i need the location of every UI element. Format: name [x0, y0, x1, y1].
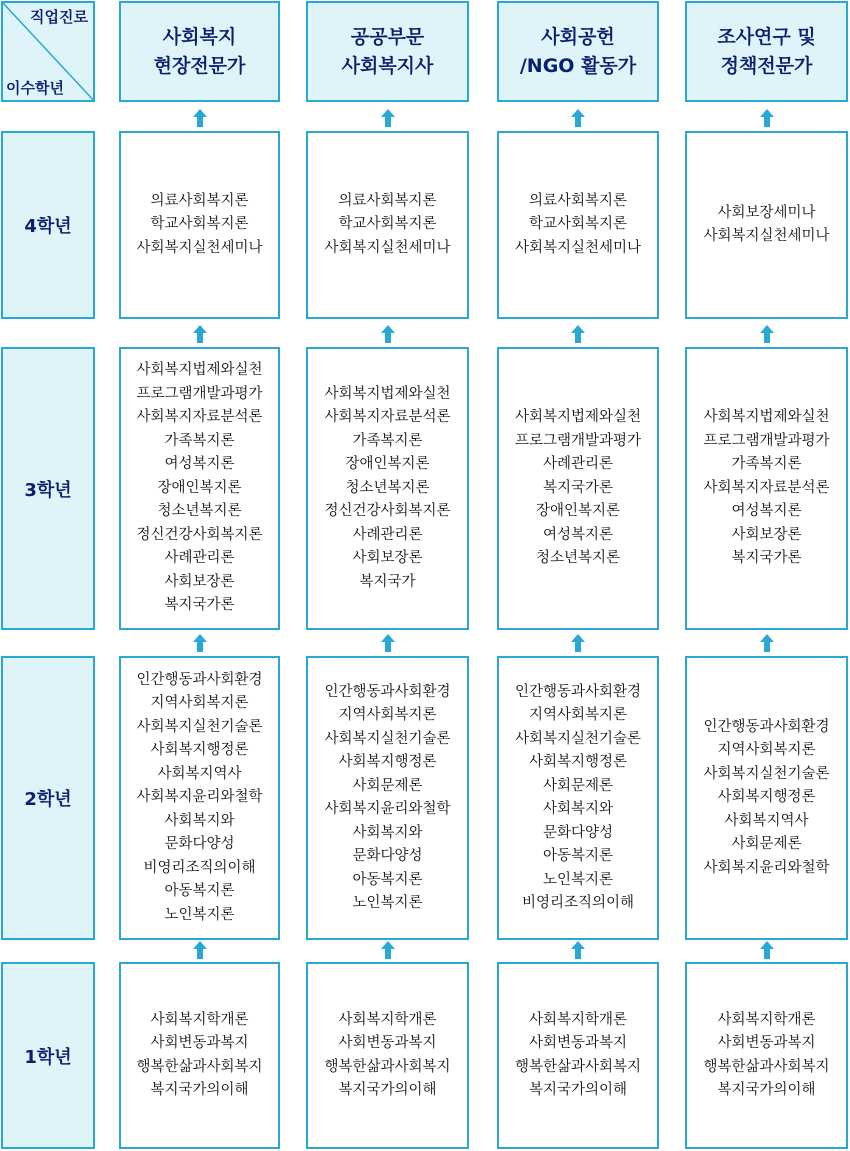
course-item: 가족복지론 — [352, 432, 423, 449]
course-item: 복지국가론 — [164, 597, 235, 614]
course-item: 행복한삶과사회복지 — [136, 1058, 263, 1075]
course-item: 인간행동과사회환경 — [136, 671, 263, 688]
course-item: 사회복지실천기술론 — [514, 730, 642, 747]
course-item: 사회변동과복지 — [150, 1035, 249, 1051]
course-item: 행복한삶과사회복지 — [324, 1058, 451, 1075]
up-arrow-icon — [193, 325, 207, 343]
course-item: 프로그램개발과평가 — [514, 432, 642, 449]
course-item: 사회복지실천세미나 — [136, 239, 263, 256]
course-item: 사회복지역사 — [157, 765, 242, 782]
course-item: 여성복지론 — [542, 526, 614, 543]
course-item: 사회복지행정론 — [528, 754, 628, 770]
course-item: 학교사회복지론 — [150, 216, 249, 233]
up-arrow-icon — [571, 941, 585, 959]
course-item: 복지국가론 — [731, 550, 802, 567]
course-item: 행복한삶과사회복지 — [514, 1058, 642, 1075]
course-item: 사회복지법제와실천 — [324, 385, 451, 402]
course-item: 정신건강사회복지론 — [324, 503, 451, 520]
column-header-line-2: 사회복지사 — [341, 54, 434, 77]
course-item: 사회복지윤리와철학 — [136, 789, 263, 806]
course-item: 사회복지실천세미나 — [703, 228, 830, 244]
course-cell-year-2-ngo-activist — [497, 656, 659, 940]
course-item: 지역사회복지론 — [717, 742, 816, 759]
course-item: 복지국가의이해 — [338, 1082, 437, 1098]
course-cell-year-3-research-policy — [685, 347, 848, 630]
up-arrow-icon — [760, 941, 774, 959]
course-item: 노인복지론 — [542, 871, 614, 888]
course-item: 사회복지자료분석론 — [703, 479, 830, 496]
course-item: 프로그램개발과평가 — [703, 432, 830, 449]
course-cell-year-4-research-policy — [685, 131, 848, 319]
year-label-year-4: 4학년 — [1, 131, 95, 319]
course-item: 사례관리론 — [352, 526, 423, 543]
course-item: 사회보장론 — [352, 550, 423, 567]
column-header-line-2: 현장전문가 — [153, 54, 246, 77]
course-item: 사회복지실천기술론 — [703, 765, 830, 782]
course-cell-year-3-public-sector — [306, 347, 469, 630]
up-arrow-icon — [193, 109, 207, 127]
course-item: 노인복지론 — [352, 895, 423, 911]
up-arrow-icon — [381, 325, 395, 343]
course-item: 사회복지윤리와철학 — [703, 859, 830, 876]
course-item: 장애인복지론 — [345, 456, 430, 473]
corner-header-cell — [1, 1, 95, 102]
course-item: 사례관리론 — [164, 550, 235, 567]
course-item: 가족복지론 — [164, 432, 235, 449]
up-arrow-icon — [571, 634, 585, 652]
course-item: 사회복지자료분석론 — [136, 409, 263, 426]
course-item: 복지국가론 — [542, 479, 614, 496]
course-item: 인간행동과사회환경 — [703, 718, 830, 735]
course-cell-year-4-ngo-activist — [497, 131, 659, 319]
course-item: 사회보장세미나 — [717, 204, 816, 221]
course-item: 사회변동과복지 — [338, 1035, 437, 1051]
course-item: 사회복지학개론 — [338, 1011, 437, 1028]
course-cell-year-3-ngo-activist — [497, 347, 659, 630]
course-item: 학교사회복지론 — [528, 216, 628, 233]
course-item: 사회복지학개론 — [528, 1011, 628, 1028]
course-item: 사회복지법제와실천 — [703, 409, 830, 426]
up-arrow-icon — [760, 325, 774, 343]
course-item: 인간행동과사회환경 — [324, 683, 451, 700]
course-item: 사회복지역사 — [724, 812, 809, 829]
course-item: 여성복지론 — [164, 456, 235, 473]
column-header-field-practitioner — [119, 1, 280, 102]
up-arrow-icon — [571, 109, 585, 127]
year-label-year-2: 2학년 — [1, 656, 95, 940]
course-cell-year-1-ngo-activist — [497, 962, 659, 1149]
course-cell-year-4-field-practitioner — [119, 131, 280, 319]
course-item: 복지국가의이해 — [528, 1082, 628, 1098]
course-item: 사회변동과복지 — [717, 1035, 816, 1051]
course-item: 사회복지행정론 — [717, 789, 816, 806]
course-item: 의료사회복지론 — [528, 192, 628, 209]
up-arrow-icon — [760, 634, 774, 652]
year-label-year-3: 3학년 — [1, 347, 95, 630]
column-header-line-2: /NGO 활동가 — [519, 54, 637, 77]
course-item: 아동복지론 — [542, 848, 614, 864]
column-header-line-1: 사회공헌 — [541, 25, 615, 48]
course-item: 지역사회복지론 — [338, 707, 437, 723]
column-header-public-sector — [306, 1, 469, 102]
course-item: 사회복지윤리와철학 — [324, 801, 451, 817]
course-item: 노인복지론 — [164, 906, 235, 923]
course-item: 비영리조직의이해 — [521, 895, 635, 911]
course-cell-year-2-research-policy — [685, 656, 848, 940]
year-label-year-1: 1학년 — [1, 962, 95, 1149]
course-item: 사회문제론 — [352, 777, 423, 794]
course-item: 사회복지와 — [352, 824, 423, 841]
course-item: 정신건강사회복지론 — [136, 526, 263, 543]
column-header-line-1: 사회복지 — [162, 25, 237, 48]
course-item: 장애인복지론 — [157, 479, 242, 496]
course-item: 비영리조직의이해 — [143, 859, 256, 876]
course-item: 아동복지론 — [352, 871, 423, 888]
up-arrow-icon — [571, 325, 585, 343]
course-item: 사례관리론 — [542, 456, 614, 473]
column-header-research-policy — [685, 1, 848, 102]
up-arrow-icon — [381, 109, 395, 127]
course-item: 지역사회복지론 — [528, 707, 628, 723]
course-item: 의료사회복지론 — [150, 192, 249, 209]
course-item: 가족복지론 — [731, 456, 802, 473]
course-item: 의료사회복지론 — [338, 192, 437, 209]
course-item: 문화다양성 — [542, 824, 614, 841]
up-arrow-icon — [381, 634, 395, 652]
course-item: 아동복지론 — [164, 883, 235, 900]
up-arrow-icon — [381, 941, 395, 959]
course-item: 행복한삶과사회복지 — [703, 1058, 830, 1075]
course-item: 사회문제론 — [731, 836, 802, 853]
course-cell-year-1-field-practitioner — [119, 962, 280, 1149]
course-item: 지역사회복지론 — [150, 695, 249, 712]
course-item: 사회복지법제와실천 — [136, 362, 263, 379]
column-header-ngo-activist — [497, 1, 659, 102]
course-item: 장애인복지론 — [535, 503, 621, 520]
course-item: 청소년복지론 — [535, 550, 621, 567]
course-item: 청소년복지론 — [345, 479, 430, 496]
course-cell-year-3-field-practitioner — [119, 347, 280, 630]
course-item: 문화다양성 — [352, 848, 423, 864]
course-cell-year-4-public-sector — [306, 131, 469, 319]
course-item: 여성복지론 — [731, 503, 802, 520]
course-item: 인간행동과사회환경 — [514, 683, 642, 700]
course-item: 사회복지학개론 — [150, 1011, 249, 1028]
up-arrow-icon — [760, 109, 774, 127]
course-item: 사회복지실천세미나 — [324, 239, 451, 256]
course-cell-year-2-field-practitioner — [119, 656, 280, 940]
course-item: 사회보장론 — [164, 573, 235, 590]
up-arrow-icon — [193, 634, 207, 652]
corner-label-year: 이수학년 — [6, 79, 64, 97]
course-item: 프로그램개발과평가 — [136, 385, 263, 402]
column-header-line-2: 정책전문가 — [720, 54, 813, 77]
course-item: 사회복지와 — [164, 812, 235, 829]
up-arrow-icon — [193, 941, 207, 959]
course-item: 사회복지학개론 — [717, 1011, 816, 1028]
course-item: 학교사회복지론 — [338, 216, 437, 233]
course-item: 사회문제론 — [542, 777, 614, 794]
course-item: 사회복지실천세미나 — [514, 239, 642, 256]
column-header-line-1: 조사연구 및 — [717, 25, 816, 48]
course-item: 문화다양성 — [164, 836, 235, 853]
column-header-line-1: 공공부문 — [350, 25, 425, 48]
course-cell-year-1-public-sector — [306, 962, 469, 1149]
course-cell-year-1-research-policy — [685, 962, 848, 1149]
course-item: 사회보장론 — [731, 526, 802, 543]
course-item: 청소년복지론 — [157, 503, 242, 520]
course-item: 사회복지실천기술론 — [324, 730, 451, 747]
course-item: 사회복지실천기술론 — [136, 718, 263, 735]
course-item: 복지국가 — [359, 573, 416, 590]
course-item: 사회복지행정론 — [338, 754, 437, 770]
course-item: 사회복지와 — [542, 801, 614, 817]
course-cell-year-2-public-sector — [306, 656, 469, 940]
course-item: 복지국가의이해 — [150, 1082, 249, 1098]
course-item: 사회복지행정론 — [150, 742, 249, 759]
course-item: 사회복지자료분석론 — [324, 409, 451, 426]
corner-label-career: 직업진로 — [30, 8, 88, 26]
course-item: 복지국가의이해 — [717, 1082, 816, 1098]
course-item: 사회변동과복지 — [528, 1035, 628, 1051]
course-item: 사회복지법제와실천 — [514, 409, 642, 426]
